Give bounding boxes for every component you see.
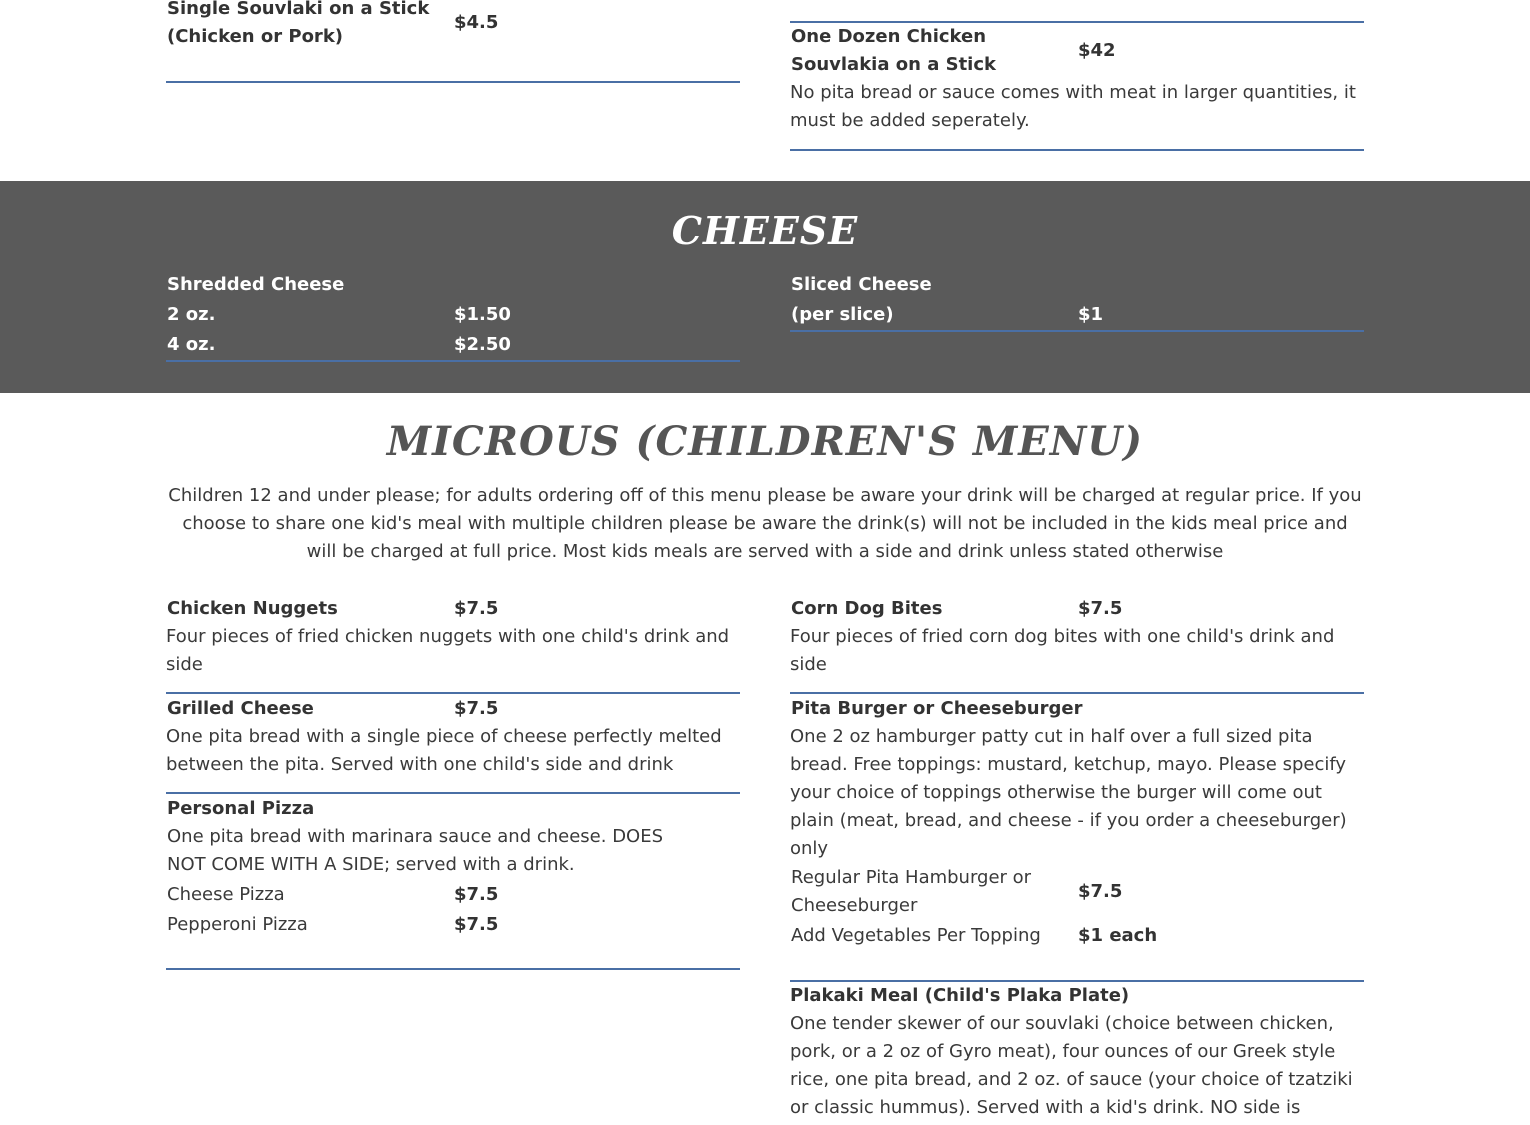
- item-price: $42: [1078, 40, 1116, 61]
- size-price: $1.50: [454, 304, 511, 325]
- section-title-cheese: CHEESE: [671, 208, 859, 253]
- size-label: 4 oz.: [167, 334, 216, 355]
- option-price: $7.5: [454, 914, 499, 935]
- item-chicken-nuggets: [166, 595, 740, 679]
- item-price: $4.5: [454, 12, 499, 33]
- size-label: (per slice): [791, 304, 894, 325]
- item-price: $7.5: [1078, 598, 1123, 619]
- size-price: $2.50: [454, 334, 511, 355]
- item-name: Grilled Cheese: [167, 698, 314, 719]
- item-name: Chicken Nuggets: [167, 598, 338, 619]
- option-price: $1 each: [1078, 925, 1158, 946]
- item-shredded-cheese: [166, 271, 740, 359]
- option-label: Regular Pita Hamburger or Cheeseburger: [791, 867, 1032, 916]
- divider: [166, 360, 740, 362]
- item-pita-burger: [790, 695, 1364, 950]
- divider: [166, 968, 740, 970]
- item-name: Personal Pizza: [167, 798, 315, 819]
- item-dozen-souvlakia: [790, 23, 1364, 135]
- option-price: $7.5: [454, 884, 499, 905]
- item-description: One pita bread with marinara sauce and cheese. DOES NOT COME WITH A SIDE; served with a drink.: [167, 826, 664, 875]
- size-price: $1: [1078, 304, 1104, 325]
- option-price: $7.5: [1078, 881, 1123, 902]
- item-name: One Dozen Chicken Souvlakia on a Stick: [791, 26, 996, 75]
- item-description: One tender skewer of our souvlaki (choice between chicken, pork, or a 2 oz of Gyro meat), four ounces of our Greek style rice, one pita bread, and 2 oz. of sauce (your choice of tzatziki or classic hummus). Served with a kid's drink. NO side is: [790, 1013, 1353, 1118]
- option-label: Cheese Pizza: [167, 884, 285, 905]
- item-name: Pita Burger or Cheeseburger: [791, 698, 1083, 719]
- item-name: Single Souvlaki on a Stick (Chicken or Pork): [167, 0, 430, 47]
- item-description: One pita bread with a single piece of cheese perfectly melted between the pita. Served with one child's side and drink: [166, 726, 722, 775]
- size-label: 2 oz.: [167, 304, 216, 325]
- item-personal-pizza: [166, 795, 740, 939]
- option-label: Pepperoni Pizza: [167, 914, 308, 935]
- item-plakaki-meal: [790, 982, 1364, 1122]
- item-corn-dog-bites: [790, 595, 1364, 679]
- item-name: Plakaki Meal (Child's Plaka Plate): [790, 985, 1130, 1006]
- item-description: No pita bread or sauce comes with meat in larger quantities, it must be added seperately.: [790, 82, 1356, 131]
- item-description: Four pieces of fried chicken nuggets with one child's drink and side: [166, 626, 730, 675]
- item-name: Corn Dog Bites: [791, 598, 943, 619]
- item-name: Sliced Cheese: [791, 274, 932, 295]
- item-price: $7.5: [454, 698, 499, 719]
- item-price: $7.5: [454, 598, 499, 619]
- kids-intro: Children 12 and under please; for adults ordering off of this menu please be aware your drink will be charged at regular price. If you choose to share one kid's meal with multiple children please be aware the drink(s) will not be included in the kids meal price and will be charged at full price. Most kids meals are served with a side and drink unless stated otherwise: [168, 485, 1362, 562]
- divider: [790, 330, 1364, 332]
- item-single-souvlaki: [166, 0, 740, 51]
- item-description: Four pieces of fried corn dog bites with one child's drink and side: [790, 626, 1335, 675]
- divider: [790, 149, 1364, 151]
- item-name: Shredded Cheese: [167, 274, 345, 295]
- divider: [166, 692, 740, 694]
- item-grilled-cheese: [166, 695, 740, 779]
- item-description: One 2 oz hamburger patty cut in half over a full sized pita bread. Free toppings: mustard, ketchup, mayo. Please specify your choice of toppings otherwise the burger will come out plain (meat, bread, and cheese - if you order a cheeseburger) only: [790, 726, 1347, 859]
- section-title-kids: MICROUS (CHILDREN'S MENU): [386, 418, 1144, 465]
- divider: [166, 81, 740, 83]
- option-label: Add Vegetables Per Topping: [791, 925, 1041, 946]
- divider: [790, 692, 1364, 694]
- item-sliced-cheese: [790, 271, 1364, 329]
- divider: [166, 792, 740, 794]
